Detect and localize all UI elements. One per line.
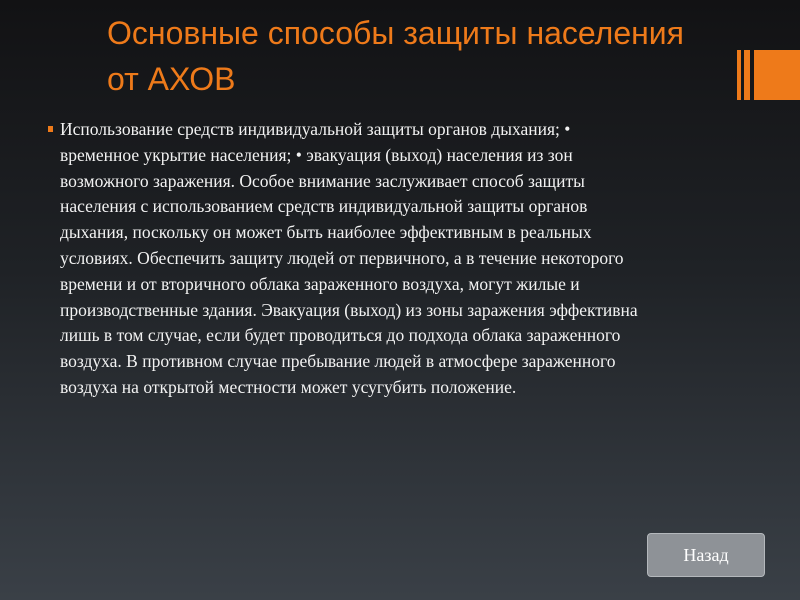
back-button[interactable]: Назад — [647, 533, 765, 577]
decorative-bar-medium — [744, 50, 750, 100]
decorative-bar-thin — [737, 50, 741, 100]
decorative-bar-wide — [754, 50, 800, 100]
body-paragraph: Использование средств индивидуальной защиты органов дыхания; • временное укрытие населения; • эвакуация (выход) населения из зон возможного заражения. Особое внимание заслуживает способ защиты населения с использованием средств индивидуальной защиты органов дыхания, поскольку он может быть наиболее эффективным в реальных условиях. Обеспечить защиту людей от первичного, а в течение некоторого времени и от вторичного облака зараженного воздуха, могут жилые и производственные здания. Эвакуация (выход) из зоны заражения эффективна лишь в том случае, если будет проводиться до подхода облака зараженного воздуха. В противном случае пребывание людей в атмосфере зараженного воздуха на открытой местности может усугубить положение. — [60, 119, 638, 397]
bullet-square-icon — [48, 126, 53, 132]
slide-title: Основные способы защиты населения от АХОВ — [107, 15, 684, 97]
slide-body — [48, 117, 648, 401]
